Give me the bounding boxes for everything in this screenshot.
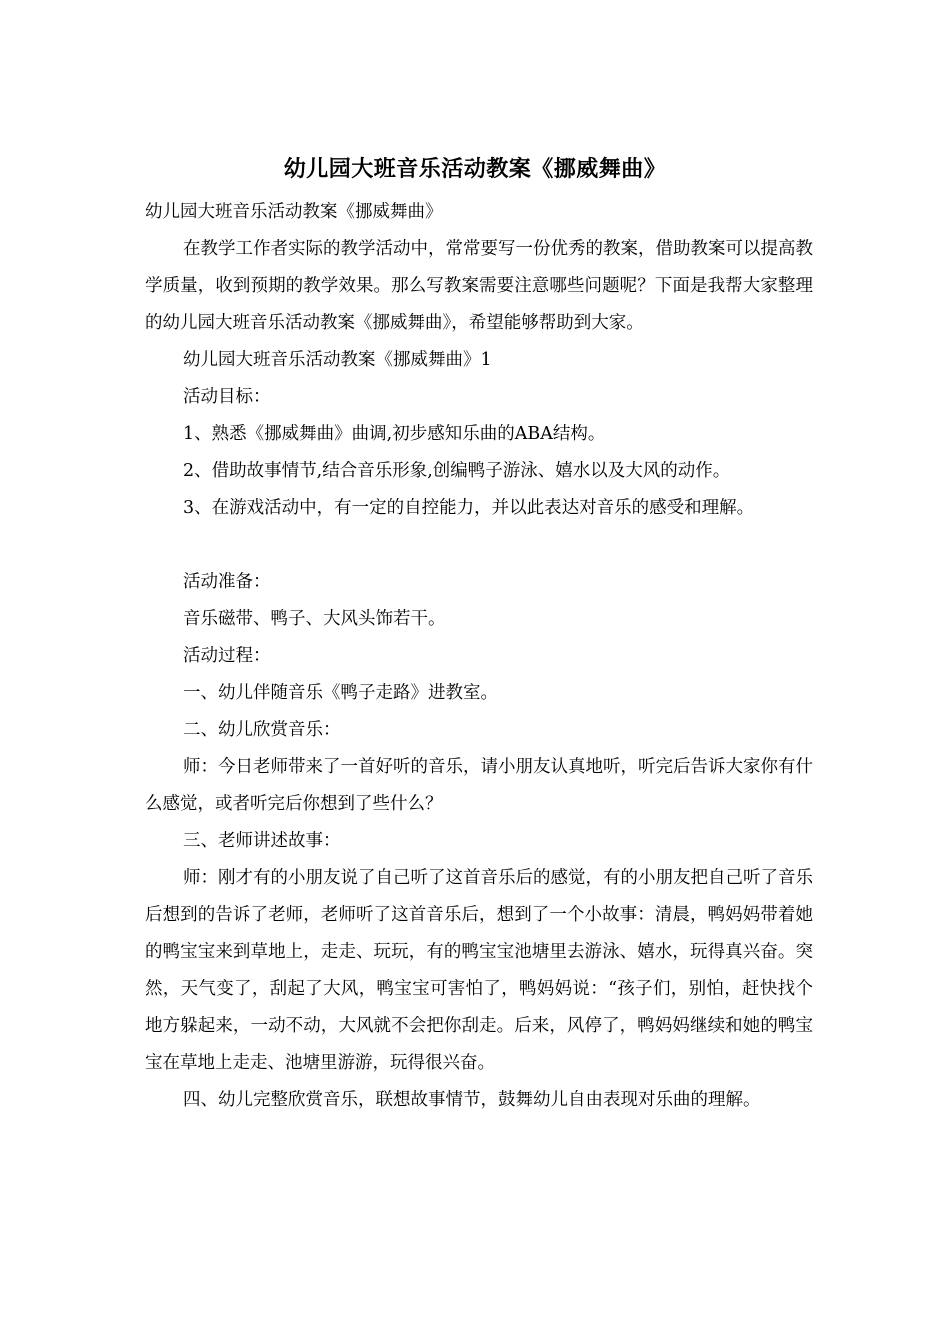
paragraph: 师：今日老师带来了一首好听的音乐，请小朋友认真地听，听完后告诉大家你有什么感觉，或者听完后你想到了些什么？	[145, 757, 813, 814]
document-body	[145, 194, 813, 1119]
paragraph: 1、熟悉《挪威舞曲》曲调,初步感知乐曲的ABA结构。	[183, 424, 606, 444]
paragraph: 一、幼儿伴随音乐《鸭子走路》进教室。	[183, 683, 498, 703]
paragraph: 音乐磁带、鸭子、大风头饰若干。	[183, 609, 446, 629]
paragraph: 师：刚才有的小朋友说了自己听了这首音乐后的感觉，有的小朋友把自己听了音乐后想到的告诉了老师，老师听了这首音乐后，想到了一个小故事：清晨，鸭妈妈带着她的鸭宝宝来到草地上，走走、玩玩，有的鸭宝宝池塘里去游泳、嬉水，玩得真兴奋。突然，天气变了，刮起了大风，鸭宝宝可害怕了，鸭妈妈说：“孩子们，别怕，赶快找个地方躲起来，一动不动，大风就不会把你刮走。后来，风停了，鸭妈妈继续和她的鸭宝宝在草地上走走、池塘里游游，玩得很兴奋。	[145, 868, 813, 1073]
paragraph: 2、借助故事情节,结合音乐形象,创编鸭子游泳、嬉水以及大风的动作。	[183, 461, 731, 481]
document-title: 幼儿园大班音乐活动教案《挪威舞曲》	[283, 156, 667, 182]
paragraph: 活动过程：	[183, 646, 271, 666]
paragraph: 三、老师讲述故事：	[183, 831, 341, 851]
paragraph: 活动目标：	[183, 387, 271, 407]
paragraph: 四、幼儿完整欣赏音乐，联想故事情节，鼓舞幼儿自由表现对乐曲的理解。	[183, 1090, 761, 1110]
paragraph: 幼儿园大班音乐活动教案《挪威舞曲》	[145, 202, 443, 222]
paragraph: 幼儿园大班音乐活动教案《挪威舞曲》1	[183, 350, 492, 370]
blank-line	[145, 527, 813, 564]
paragraph: 二、幼儿欣赏音乐：	[183, 720, 341, 740]
paragraph: 活动准备：	[183, 572, 271, 592]
paragraph: 在教学工作者实际的教学活动中，常常要写一份优秀的教案，借助教案可以提高教学质量，收到预期的教学效果。那么写教案需要注意哪些问题呢？下面是我帮大家整理的幼儿园大班音乐活动教案《挪威舞曲》，希望能够帮助到大家。	[145, 239, 813, 333]
paragraph: 3、在游戏活动中，有一定的自控能力，并以此表达对音乐的感受和理解。	[183, 498, 755, 518]
